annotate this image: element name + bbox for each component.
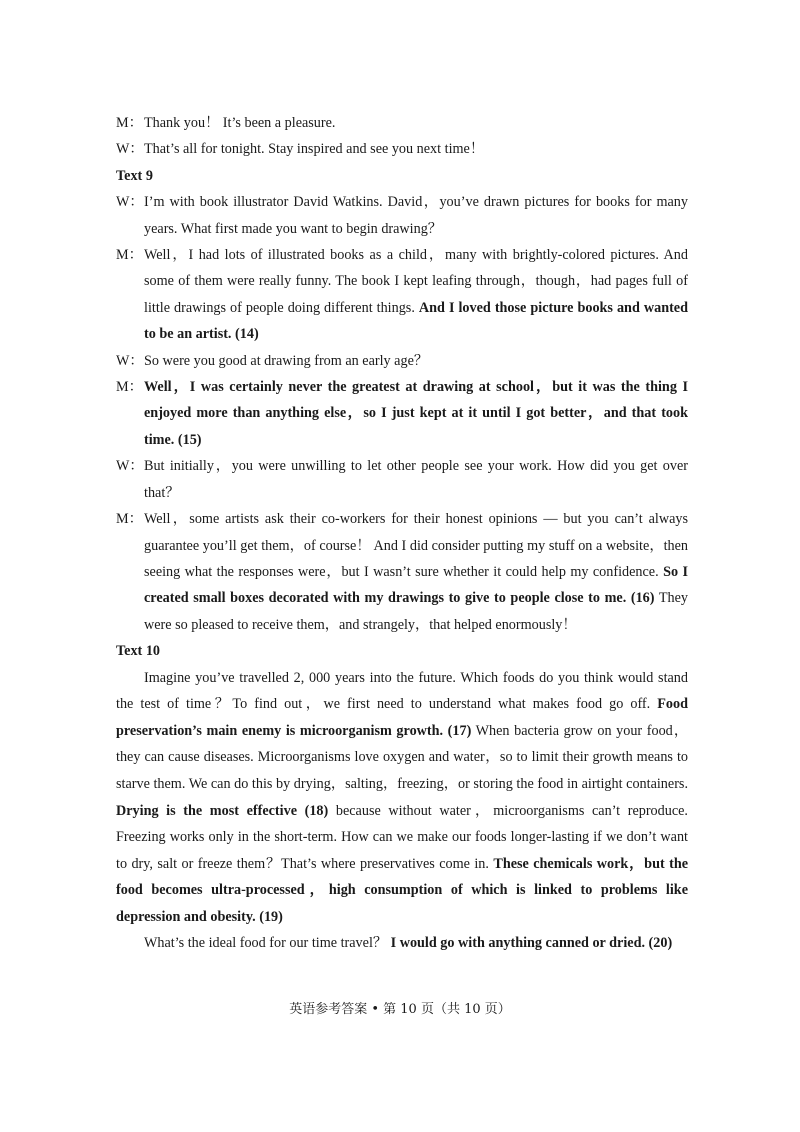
plain-text: What’s the ideal food for our time travel？: [144, 935, 388, 952]
dialogue-line: [116, 136, 688, 162]
answer-19: These chemicals work，but the food becomes ultra-processed，high consumption of which is linked to problems like depression and obesity. (19): [116, 855, 689, 925]
answer-15: Well，I was certainly never the greatest at drawing at school，but it was the thing I enjoyed more than anything else，so I just kept at it until I got better，and that took time. (15): [144, 379, 688, 448]
text10-heading: Text 10: [116, 643, 161, 660]
page-content: [116, 110, 688, 957]
dialogue-text: So were you good at drawing from an early age？: [144, 352, 429, 369]
dialogue-line: [116, 242, 688, 348]
dialogue-text: That’s all for tonight. Stay inspired and see you next time！: [144, 141, 485, 158]
dialogue-text: [144, 374, 688, 453]
speaker-label: W：: [116, 352, 144, 369]
plain-text: because without water，microorganisms can’t reproduce. Freezing works only in the short-term. How can we make our foods longer-lasting if we don’t want to dry, salt or freeze them？That’s where preservatives come in.: [116, 802, 688, 872]
speaker-label: M：: [116, 511, 143, 528]
speaker-label: W：: [116, 458, 144, 475]
speaker-label: M：: [116, 247, 143, 264]
speaker-label: W：: [116, 141, 144, 158]
dialogue-line: [116, 374, 688, 453]
plain-text: They were so pleased to receive them，and strangely，that helped enormously！: [144, 590, 688, 633]
answer-20: I would go with anything canned or dried. (20): [387, 935, 673, 952]
speaker-label: M：: [116, 379, 143, 396]
text10-paragraph-1: [116, 665, 688, 931]
text10-paragraph-2: [116, 930, 688, 957]
dialogue-line: [116, 110, 688, 136]
dialogue-line: [116, 506, 688, 638]
dialogue-text: I’m with book illustrator David Watkins. David，you’ve drawn pictures for books for many years. What first made you want to begin drawing？: [144, 194, 688, 237]
dialogue-text: [144, 506, 688, 638]
text9-heading: Text 9: [116, 167, 153, 184]
dialogue-line: [116, 453, 688, 506]
speaker-label: M：: [116, 115, 143, 131]
plain-text: When bacteria grow on your food，they can cause diseases. Microorganisms love oxygen and water，so to limit their growth means to starve them. We can do this by drying，salting，freezing，or storing the food in airtight containers.: [116, 722, 689, 792]
answer-17: Food preservation’s main enemy is microorganism growth. (17): [116, 696, 688, 739]
plain-text: Imagine you’ve travelled 2, 000 years into the future. Which foods do you think would stand the test of time？To find out，we first need to understand what makes food go off.: [116, 669, 688, 713]
answer-18: Drying is the most effective (18): [116, 802, 329, 819]
dialogue-text: Thank you！ It’s been a pleasure.: [144, 115, 336, 131]
plain-text: Well，some artists ask their co-workers for their honest opinions — but you can’t always guarantee you’ll get them，of course！ And I did consider putting my stuff on a website，then seeing what the responses were，but I wasn’t sure whether it could help my confidence.: [144, 511, 688, 580]
answer-14: And I loved those picture books and wanted to be an artist. (14): [144, 299, 688, 343]
dialogue-line: [116, 189, 688, 242]
answer-16: So I created small boxes decorated with my drawings to give to people close to me. (16): [144, 563, 688, 607]
dialogue-text: But initially，you were unwilling to let other people see your work. How did you get over that？: [144, 458, 688, 501]
dialogue-text: [144, 242, 688, 348]
page-footer: 英语参考答案 • 第 10 页（共 10 页）: [289, 1002, 511, 1017]
plain-text: Well，I had lots of illustrated books as a child，many with brightly-colored pictures. And some of them were really funny. The book I kept leafing through，though，had pages full of little drawings of people doing different things.: [144, 247, 688, 316]
speaker-label: W：: [116, 194, 144, 211]
dialogue-line: [116, 348, 688, 374]
